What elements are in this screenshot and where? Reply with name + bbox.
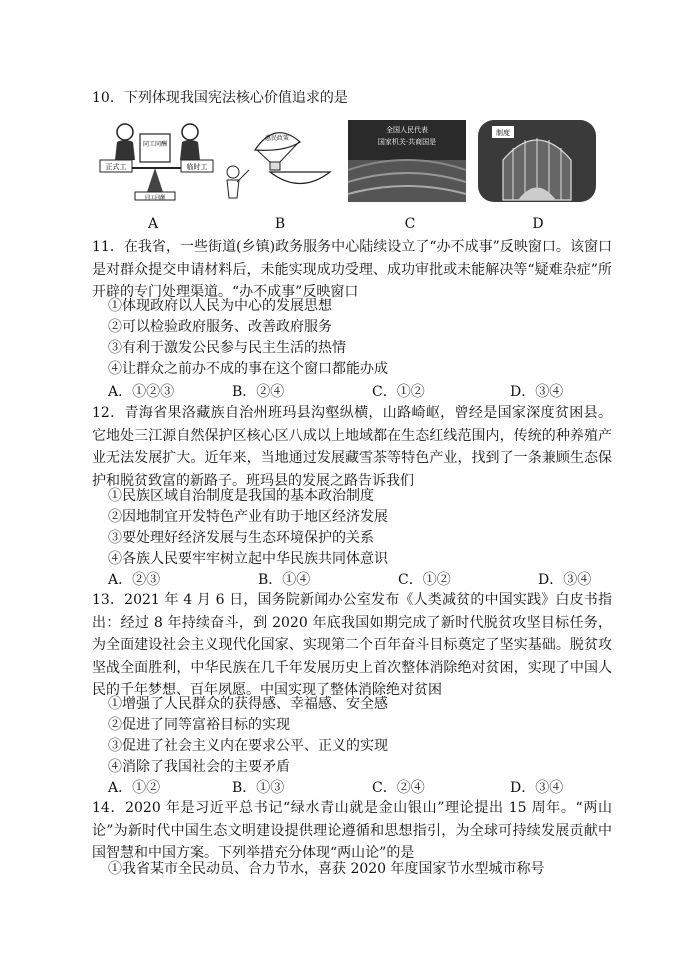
cage-illustration: [478, 120, 596, 202]
q13-option-2: ②促进了同等富裕目标的实现: [108, 717, 290, 733]
q13-choices: [108, 777, 608, 797]
q12-option-3: ③要处理好经济发展与生态环境保护的关系: [108, 530, 374, 546]
q13-option-1: ①增强了人民群众的获得感、幸福感、安全感: [108, 696, 388, 712]
q10-label-c: C: [404, 216, 416, 232]
q10-c-line1: 全国人民代表: [386, 126, 428, 134]
q13-option-3: ③促进了社会主义内在要求公平、正义的实现: [108, 738, 388, 754]
q13-stem: 13．2021 年 4 月 6 日，国务院新闻办公室发布《人类减贫的中国实践》白皮书指出：经过 8 年持续奋斗，到 2020 年底我国如期完成了新时代脱贫攻坚目标任务，为全面建设社会主义现代化国家、实现第二个百年奋斗目标奠定了坚实基础。脱贫攻坚战全面胜利，中华民族在几千年发展历史上首次整体消除绝对贫困，实现了中国人民的千年梦想、百年夙愿。中国实现了整体消除绝对贫困: [92, 592, 612, 698]
q10-a-center-text: 同工同酬: [142, 141, 168, 148]
q10-label-d: D: [532, 216, 544, 232]
q12-choice-a: A．②③: [108, 572, 161, 588]
q10-c-line2: 国家机关·共商国是: [377, 138, 437, 146]
q13-choice-b: B．①③: [232, 780, 285, 796]
q11-choice-d: D．③④: [510, 384, 564, 400]
q10-a-right-text: 临时工: [186, 163, 208, 171]
q11-stem: 11．在我省，一些街道(乡镇)政务服务中心陆续设立了“办不成事”反映窗口。该窗口是对群众提交申请材料后，未能实现成功受理、成功审批或未能解决等“疑难杂症”所开辟的专门处理渠道。“办不成事”反映窗口: [92, 239, 612, 300]
assembly-photo: [348, 120, 466, 202]
parachute-illustration: [227, 133, 330, 198]
q10-image-d: [478, 120, 596, 202]
q14-stem: 14．2020 年是习近平总书记“绿水青山就是金山银山”理论提出 15 周年。“两山论”为新时代中国生态文明建设提供理论遵循和思想指引，为全球可持续发展贡献中国智慧和中国方案。下列举措充分体现“两山论”的是: [92, 800, 612, 861]
q14-option-1: ①我省某市全民动员、合力节水，喜获 2020 年度国家节水型城市称号: [108, 861, 545, 877]
q10-image-c: [348, 120, 466, 202]
q12-option-2: ②因地制宜开发特色产业有助于地区经济发展: [108, 509, 388, 525]
q10-label-a: A: [147, 216, 159, 232]
q10-stem: 10．下列体现我国宪法核心价值追求的是: [92, 90, 348, 106]
scale-illustration: [100, 124, 213, 201]
q10-image-a: [95, 120, 220, 202]
q11-choices: [108, 381, 608, 401]
q12-option-1: ①民族区域自治制度是我国的基本政治制度: [108, 488, 374, 504]
q13-choice-c: C．②④: [372, 780, 425, 796]
q10-image-b: [215, 120, 345, 202]
q10-a-base-text: 同工同酬: [144, 195, 166, 201]
q11-option-1: ①体现政府以人民为中心的发展思想: [108, 298, 332, 314]
q13-option-4: ④消除了我国社会的主要矛盾: [108, 759, 290, 775]
q11-option-2: ②可以检验政府服务、改善政府服务: [108, 319, 332, 335]
q12-choices: [108, 569, 608, 589]
q12-choice-b: B．①④: [258, 572, 311, 588]
q13-choice-d: D．③④: [510, 780, 564, 796]
q12-stem: 12．青海省果洛藏族自治州班玛县沟壑纵横，山路崎岖，曾经是国家深度贫困县。它地处三江源自然保护区核心区八成以上地域都在生态红线范围内，传统的种养殖产业无法发展扩大。近年来，当地通过发展藏雪茶等特色产业，找到了一条兼顾生态保护和脱贫致富的新路子。班玛县的发展之路告诉我们: [92, 405, 612, 489]
q11-choice-c: C．①②: [372, 384, 425, 400]
q10-b-top-text: 惠民政策: [264, 135, 290, 142]
q12-choice-d: D．③④: [538, 572, 592, 588]
q13-choice-a: A．①②: [108, 780, 161, 796]
q11-choice-b: B．②④: [232, 384, 285, 400]
q12-choice-c: C．①②: [398, 572, 451, 588]
q10-label-b: B: [274, 216, 286, 232]
q12-option-4: ④各族人民要牢牢树立起中华民族共同体意识: [108, 551, 388, 567]
q10-a-left-text: 正式工: [105, 163, 127, 171]
q11-option-3: ③有利于激发公民参与民主生活的热情: [108, 340, 346, 356]
q11-option-4: ④让群众之前办不成的事在这个窗口都能办成: [108, 361, 388, 377]
q11-choice-a: A．①②③: [108, 384, 175, 400]
q10-d-tag: 制度: [496, 129, 510, 137]
